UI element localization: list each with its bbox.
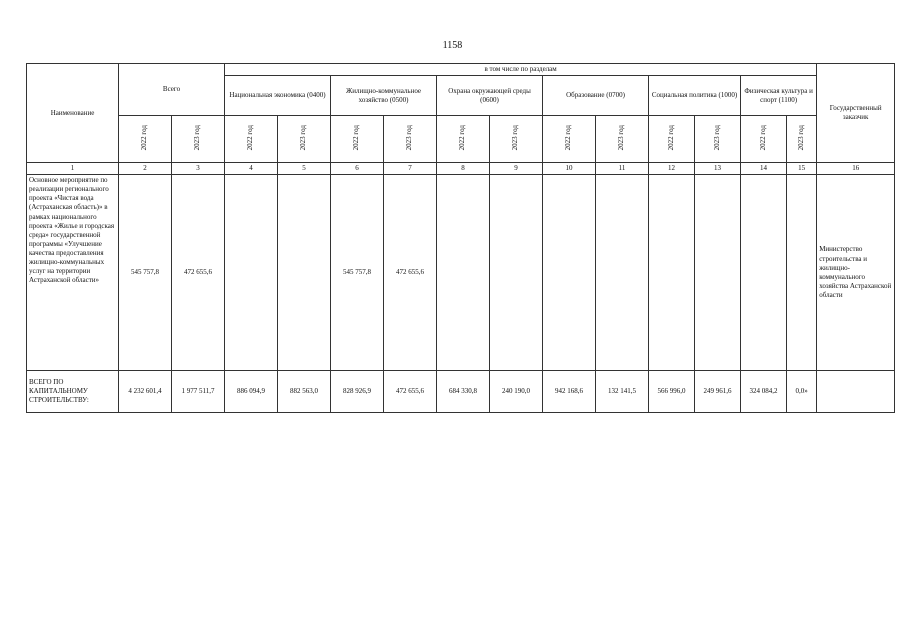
header-name: Наименование	[27, 64, 119, 163]
column-number: 7	[384, 163, 437, 175]
cell-value: 132 141,5	[596, 371, 649, 413]
cell-value: 828 926,9	[331, 371, 384, 413]
cell-value: 882 563,0	[278, 371, 331, 413]
header-section-1100: Физическая культура и спорт (1100)	[741, 76, 817, 116]
cell-value	[649, 175, 695, 371]
cell-value: 249 961,6	[695, 371, 741, 413]
page-number: 1158	[442, 40, 463, 51]
header-year: 2023 год	[596, 116, 649, 163]
column-number: 11	[596, 163, 649, 175]
column-number: 5	[278, 163, 331, 175]
cell-value	[787, 175, 817, 371]
cell-value: 886 094,9	[225, 371, 278, 413]
cell-value: 4 232 601,4	[119, 371, 172, 413]
header-year: 2022 год	[741, 116, 787, 163]
header-year: 2022 год	[543, 116, 596, 163]
cell-value: 942 168,6	[543, 371, 596, 413]
cell-value: 472 655,6	[384, 371, 437, 413]
row-name: Основное мероприятие по реализации регионального проекта «Чистая вода (Астраханская область)» в рамках национального проекта «Жилье и городская среда» государственной программы «Улучшение качества предоставления жилищно-коммунальных услуг на территории Астраханской области»	[27, 175, 119, 371]
column-number: 3	[172, 163, 225, 175]
table-row	[27, 175, 895, 371]
cell-value	[596, 175, 649, 371]
column-numbers-row	[27, 163, 895, 175]
column-number: 16	[817, 163, 895, 175]
column-number: 1	[27, 163, 119, 175]
header-year: 2022 год	[437, 116, 490, 163]
row-executor: Министерство строительства и жилищно-коммунального хозяйства Астраханской области	[817, 175, 895, 371]
cell-value: 472 655,6	[384, 175, 437, 371]
cell-value	[695, 175, 741, 371]
header-year: 2023 год	[490, 116, 543, 163]
header-year: 2023 год	[384, 116, 437, 163]
header-section-0500: Жилищно-коммунальное хозяйство (0500)	[331, 76, 437, 116]
cell-value: 566 996,0	[649, 371, 695, 413]
column-number: 4	[225, 163, 278, 175]
header-year: 2022 год	[225, 116, 278, 163]
cell-value: 545 757,8	[119, 175, 172, 371]
budget-table	[26, 63, 895, 413]
column-number: 8	[437, 163, 490, 175]
header-year: 2023 год	[787, 116, 817, 163]
cell-value: 0,0»	[787, 371, 817, 413]
cell-value	[437, 175, 490, 371]
header-year: 2023 год	[278, 116, 331, 163]
header-executor: Государственный заказчик	[817, 64, 895, 163]
header-year: 2022 год	[331, 116, 384, 163]
header-section-0700: Образование (0700)	[543, 76, 649, 116]
column-number: 15	[787, 163, 817, 175]
header-sections-title: в том числе по разделам	[225, 64, 817, 76]
header-section-0600: Охрана окружающей среды (0600)	[437, 76, 543, 116]
header-year: 2022 год	[649, 116, 695, 163]
cell-value	[741, 175, 787, 371]
header-total: Всего	[119, 64, 225, 116]
table-row-total	[27, 371, 895, 413]
cell-value: 240 190,0	[490, 371, 543, 413]
column-number: 9	[490, 163, 543, 175]
header-section-1000: Социальная политика (1000)	[649, 76, 741, 116]
cell-value: 1 977 511,7	[172, 371, 225, 413]
cell-value	[490, 175, 543, 371]
row-executor	[817, 371, 895, 413]
column-number: 6	[331, 163, 384, 175]
header-year: 2022 год	[119, 116, 172, 163]
column-number: 10	[543, 163, 596, 175]
column-number: 13	[695, 163, 741, 175]
column-number: 2	[119, 163, 172, 175]
cell-value	[278, 175, 331, 371]
header-year: 2023 год	[695, 116, 741, 163]
cell-value: 684 330,8	[437, 371, 490, 413]
header-section-0400: Национальная экономика (0400)	[225, 76, 331, 116]
cell-value: 545 757,8	[331, 175, 384, 371]
cell-value	[543, 175, 596, 371]
cell-value: 324 084,2	[741, 371, 787, 413]
cell-value	[225, 175, 278, 371]
header-year: 2023 год	[172, 116, 225, 163]
row-name: ВСЕГО ПО КАПИТАЛЬНОМУ СТРОИТЕЛЬСТВУ:	[27, 371, 119, 413]
column-number: 14	[741, 163, 787, 175]
column-number: 12	[649, 163, 695, 175]
cell-value: 472 655,6	[172, 175, 225, 371]
